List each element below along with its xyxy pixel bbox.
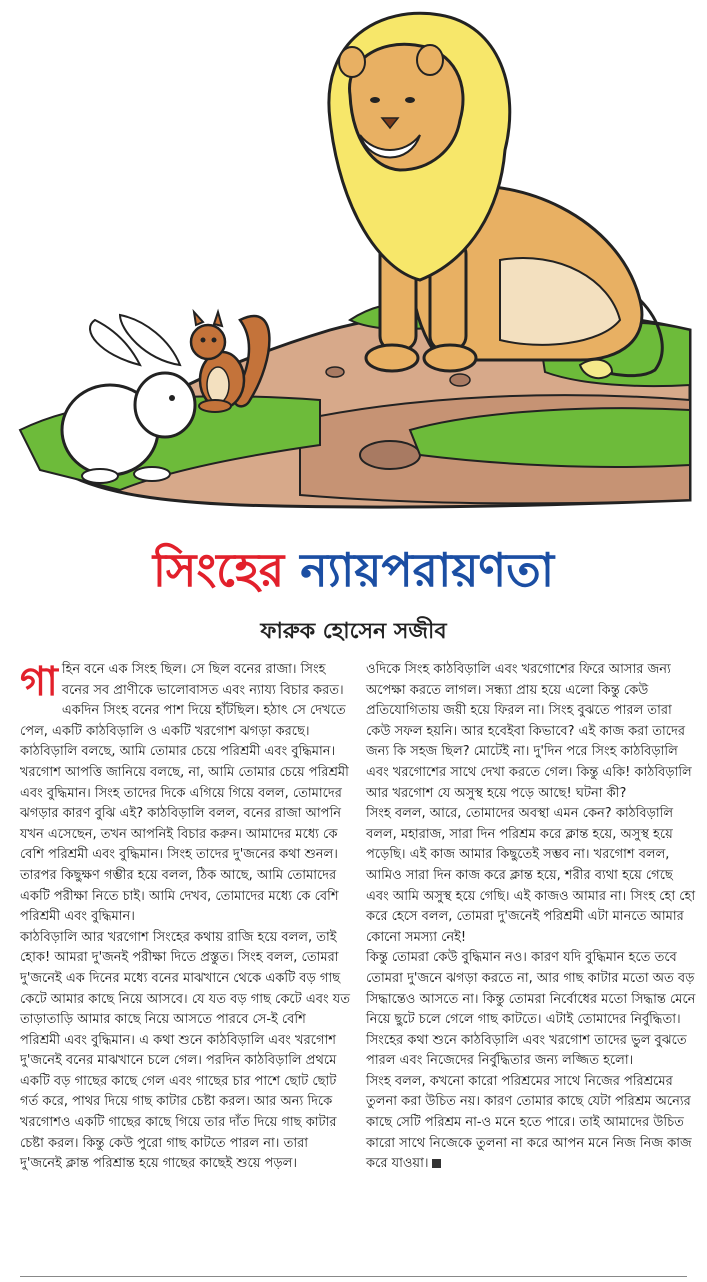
paragraph-1 [20, 660, 350, 928]
drop-cap: গা [20, 659, 58, 705]
paragraph-6 [366, 1072, 696, 1175]
lion [329, 13, 662, 378]
article-column-left [20, 660, 350, 1175]
paragraph-3: ওদিকে সিংহ কাঠবিড়ালি এবং খরগোশের ফিরে আসার জন্য অপেক্ষা করতে লাগল। সন্ধ্যা প্রায় হয়ে এলো কিন্তু কেউ প্রতিযোগিতায় জয়ী হয়ে ফিরল না। সিংহ বুঝতে পারল তারা কেউ সফল হয়নি। আর হবেইবা কিভাবে? এই কাজ করা তাদের জন্য কি সহজ ছিল? মোটেই না। দু'দিন পরে সিংহ কাঠবিড়ালি এবং খরগোশের সাথে দেখা করতে গেল। কিন্তু একি! কাঠবিড়ালি আর খরগোশ যে অসুস্থ হয়ে পড়ে আছে! ঘটনা কী? [366, 662, 692, 801]
bottom-rule [20, 1276, 687, 1277]
story-title [0, 530, 707, 610]
author-name: ফারুক হোসেন সজীব [260, 619, 447, 644]
paragraph-2: কাঠবিড়ালি আর খরগোশ সিংহের কথায় রাজি হয়ে বলল, তাই হোক! আমরা দু'জনই পরীক্ষা দিতে প্রস্তুত। সিংহ বলল, তোমরা দু'জনেই এক দিনের মধ্যে বনের মাঝখানে থেকে একটি বড় গাছ কেটে আমার কাছে নিয়ে আসবে। যে যত বড় গাছ কেটে এবং যত তাড়াতাড়ি আমার কাছে নিয়ে আসতে পারবে সে-ই বেশি পরিশ্রমী এবং বুদ্ধিমান। এ কথা শুনে কাঠবিড়ালি এবং খরগোশ দু'জনেই বনের মাঝখানে চলে গেল। পরদিন কাঠবিড়ালি প্রথমে একটি বড় গাছের কাছে গেল এবং গাছের চার পাশে ছোট ছোট গর্ত করে, পাথর দিয়ে গাছ কাটার চেষ্টা করল। আর অন্য দিকে খরগোশও একটি গাছের কাছে গিয়ে তার দাঁত দিয়ে গাছ কাটার চেষ্টা করল। কিন্তু কেউ পুরো গাছ কাটতে পারল না। তারা দু'জনেই ক্লান্ত পরিশ্রান্ত হয়ে গাছের কাছেই শুয়ে পড়ল। [20, 929, 350, 1172]
story-illustration [0, 0, 707, 530]
paragraph-4: সিংহ বলল, আরে, তোমাদের অবস্থা এমন কেন? কাঠবিড়ালি বলল, মহারাজ, সারা দিন পরিশ্রম করে ক্লান্ত হয়ে, অসুস্থ হয়ে পড়েছি। এই কাজ আমার কিছুতেই সম্ভব না। খরগোশ বলল, আমিও সারা দিন কাজ করে ক্লান্ত হয়ে, শরীর ব্যথা হয়ে গেছে এবং আমি অসুস্থ হয়ে গেছি। এই কাজও আমার না। সিংহ হো হো করে হেসে বলল, তোমরা দু'জনেই পরিশ্রমী এটা মানতে আমার কোনো সমস্যা নেই! [366, 806, 696, 945]
end-mark-icon [432, 1159, 441, 1168]
paragraph-1-text: হিন বনে এক সিংহ ছিল। সে ছিল বনের রাজা। সিংহ বনের সব প্রাণীকে ভালোবাসত এবং ন্যায্য বিচার করত। একদিন সিংহ বনের পাশ দিয়ে হাঁটছিল। হঠাৎ সে দেখতে পেল, একটি কাঠবিড়ালি ও একটি খরগোশ ঝগড়া করছে। কাঠবিড়ালি বলছে, আমি তোমার চেয়ে পরিশ্রমী এবং বুদ্ধিমান। খরগোশ আপত্তি জানিয়ে বলছে, না, আমি তোমার চেয়ে পরিশ্রমী এবং বুদ্ধিমান। সিংহ তাদের দিকে এগিয়ে গিয়ে বলল, তোমাদের ঝগড়ার কারণ বুঝি এই? কাঠবিড়ালি বলল, বনের রাজা আপনি যখন এসেছেন, তখন আপনিই বিচার করুন। আমাদের মধ্যে কে বেশি পরিশ্রমী এবং বুদ্ধিমান। সিংহ তাদের দু'জনের কথা শুনল। তারপর কিছুক্ষণ গম্ভীর হয়ে বলল, ঠিক আছে, আমি তোমাদের একটি পরীক্ষা নিতে চাই। আমি দেখব, তোমাদের মধ্যে কে বেশি পরিশ্রমী এবং বুদ্ধিমান। [20, 662, 349, 925]
paragraph-5: কিন্তু তোমরা কেউ বুদ্ধিমান নও। কারণ যদি বুদ্ধিমান হতে তবে তোমরা দু'জনে ঝগড়া করতে না, আর গাছ কাটার মতো অত বড় সিদ্ধান্তেও আসতে না। কিন্তু তোমরা নির্বোধের মতো সিদ্ধান্ত মেনে নিয়ে ছুটে চলে গেলে গাছ কাটতে। এটাই তোমাদের নির্বুদ্ধিতা। সিংহের কথা শুনে কাঠবিড়ালি এবং খরগোশ তাদের ভুল বুঝতে পারল এবং নিজেদের নির্বুদ্ধিতার জন্য লজ্জিত হলো। [366, 950, 696, 1069]
article-column-right [366, 660, 696, 1175]
title-part1: সিংহের [152, 543, 285, 597]
title-part2: ন্যায়পরায়ণতা [300, 543, 555, 597]
paragraph-6-text: সিংহ বলল, কখনো কারো পরিশ্রমের সাথে নিজের পরিশ্রমের তুলনা করা উচিত নয়। কারণ তোমার কাছে যেটা পরিশ্রম অন্যের কাছে সেটি পরিশ্রম না-ও মনে হতে পারে। তাই আমাদের উচিত কারো সাথে নিজেকে তুলনা না করে আপন মনে নিজ নিজ কাজ করে যাওয়া। [366, 1073, 692, 1172]
